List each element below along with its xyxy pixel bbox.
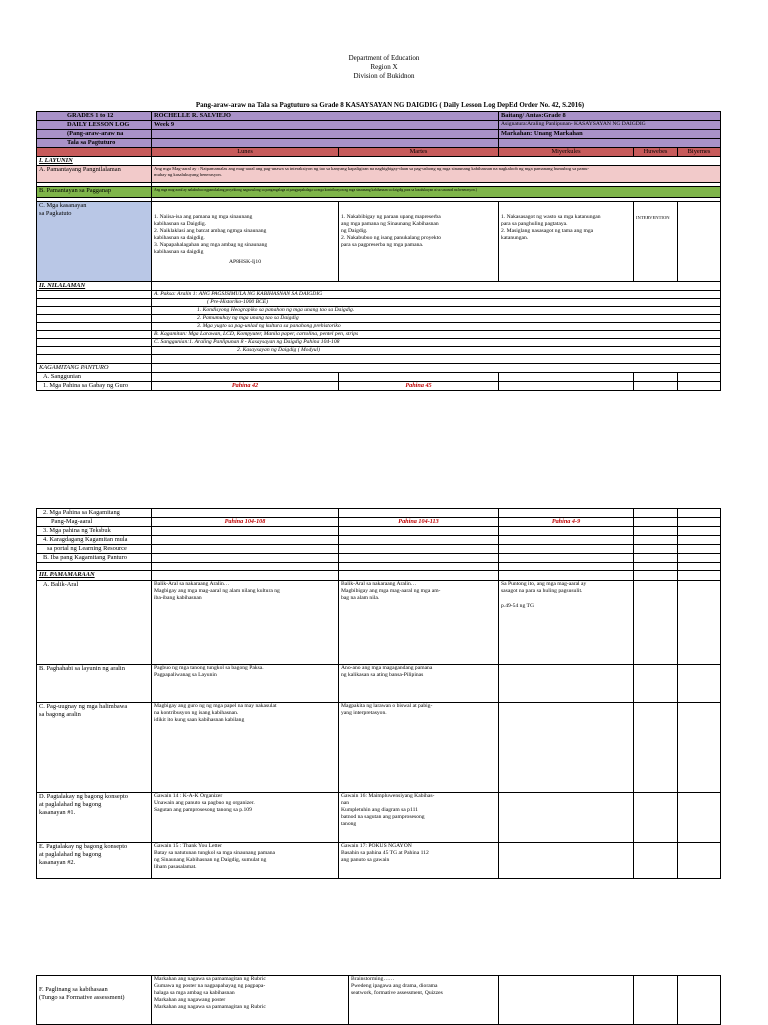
konsepto-1: 1. Kondisyong Heograpiko sa panahon ng mga unang tao sa Daigdig.: [152, 307, 721, 315]
paglinang-label: F. Paglinang sa kabihasaan (Tungo sa Formative assessment): [37, 976, 152, 1025]
kasanayan-label: C. Mga kasanayan sa Pagkatuto: [37, 202, 152, 282]
day-wednesday: Miyerkules: [499, 148, 634, 157]
balik-aral-wednesday-ref: p.49-54 ng TG: [501, 603, 534, 609]
pang-araw-label: (Pang-araw-araw na: [37, 130, 152, 139]
sanggunian-line: C. Sanggunian:1. Araling Panlipunan 8 - Kasaysayan ng Daigdig Pahina 104-108: [152, 339, 721, 347]
mag-aaral-wednesday: Pahina 4-9: [499, 518, 634, 527]
competency-code: AP8HSK-Ij10: [228, 259, 261, 265]
mag-aaral-tuesday: Pahina 104-113: [339, 518, 499, 527]
baitang-label: Baitang/ Antas:Grade 8: [499, 112, 721, 121]
modyul-line: 2. Kasaysayan ng Daigdig ( Modyul): [152, 347, 721, 355]
iba-pang-kagamitan-label: B. Iba pang Kagamitang Panturo: [37, 554, 152, 563]
markahan-label: Markahan: Unang Markahan: [499, 130, 721, 139]
gabay-guro-tuesday: Pahina 45: [339, 382, 499, 391]
kagamitang-panturo-heading: KAGAMITANG PANTURO: [37, 364, 152, 373]
teacher-name: ROCHELLE R. SALVIEJO: [152, 112, 499, 121]
tala-label: Tala sa Pagtuturo: [37, 139, 152, 148]
gabay-guro-label: 1. Mga Pahina sa Gabay ng Guro: [37, 382, 152, 391]
lesson-log-table-middle: [36, 508, 721, 879]
dll-label: DAILY LESSON LOG: [37, 121, 152, 130]
pagtalakay-2-label: E. Pagtalakay ng bagong konsepto at paglalahad ng bagong kasanayan #2.: [37, 843, 152, 879]
balik-aral-tuesday: Balik-Aral sa nakaraang Aralin… Magbibigay ang mga mag-aaral ng mga am- bag na alam nila.: [339, 581, 499, 665]
pamantayan-pagganap-text: Ang mga mag-aaral ay nakabubuo ngpanukalang proyektong nagsusulong sa pangangalaga at pangpapahalaga sa mga kontribusyon ng mga sinaunang kabihasnan sa daigdig para sa kasalukuyan at sa susunod na henerasyon.): [152, 187, 721, 198]
konsepto-3: 3. Mga yugto sa pag-unlad ng kultura sa panahong prehistoriko: [152, 323, 721, 331]
kasanayan-monday: 1. Naiisa-isa ang pamana ng mga sinaunang kabihasnan sa Daigdig. 2. Naiklaklasi ang batcat ambag ngmga sinaunang kabihasnan sa daigdig. 3. Napapahalagahan ang mga ambag ng sinaunang kabihasnan sa daigdig: [154, 214, 268, 255]
grades-label: GRADES 1 to 12: [37, 112, 152, 121]
kagamitang-mag-aaral-label-1: 2. Mga Pahina sa Kagamitang: [37, 509, 152, 518]
layunin-heading: I. LAYUNIN: [37, 157, 152, 166]
paghahabi-tuesday: Ano-ano ang mga magagandang pamana ng kalikasan sa ating bansa-Pilipinas: [339, 665, 499, 703]
pagtalakay-1-monday: Gawain 14 : K-A-K Organizer Unawain ang panuto sa pagbuo ng organizer. Sagutan ang pamprosesong tanong sa p.109: [152, 793, 339, 843]
pagtalakay-2-tuesday: Gawain 17: POKUS NGAYON Basahin sa pahina 45 TG at Pahina 112 ang panuto sa gawain: [339, 843, 499, 879]
day-thursday: Huwebes: [634, 148, 678, 157]
paksa-line: A. Paksa: Aralin 1: ANG PAGSISIMULA NG KABIHASNAN SA DAIGDIG: [152, 291, 721, 299]
dept-line: Department of Education: [348, 54, 420, 62]
pamantayang-pangnilalaman-text: Ang mga Mag-aaral ay : Naipamamalas ang mag-aaral ang pag-unawa sa interaksiyon ng tao sa kanyang kapaligiran na nagbigbigay-daan sa pag-usbong ng mga sinaunang kabihasnan na nagkaloob ng mga pamanang humubog sa pamu- muhay ng kasalukuyang henerasyon.: [152, 166, 721, 183]
karagdagang-label-2: sa portal ng Learning Resource: [37, 545, 152, 554]
balik-aral-monday: Balik-Aral sa nakaraang Aralin… Magbigay ang mga mag-aaral ng alam nilang kultura ng iba-ibang kabihasnan: [152, 581, 339, 665]
division-line: Division of Bukidnon: [353, 72, 415, 80]
paghahabi-label: B. Paghahabi sa layunin ng aralin: [37, 665, 152, 703]
pre-historiko-line: ( Pre-Historiko-1000 BCE): [152, 299, 721, 307]
pagtalakay-2-monday: Gawain 15 : Thank You Letter Batay sa natutunan tungkol sa mga sinaunang pamana ng Sinaunang Kabihasnan ng Daigdig, sumulat ng liham pasasalamat.: [152, 843, 339, 879]
day-monday: Lunes: [152, 148, 339, 157]
balik-aral-label: A. Balik-Aral: [37, 581, 152, 665]
kasanayan-thursday: INTERVENTION: [634, 202, 678, 282]
teksbuk-label: 3. Mga pahina ng Teksbuk: [37, 527, 152, 536]
day-tuesday: Martes: [339, 148, 499, 157]
pagtalakay-1-tuesday: Gawain 16: Maimpluwensiyang Kabihas- nan Kumpletuhin ang diagram sa p111 batnod na sagutan ang pamprosesong tanong: [339, 793, 499, 843]
pag-uugnay-monday: Magbigay ang guro ng ng mga papel na may nakasulat na kontribusyon ng isang kabihasnan. idikit ito kung saan kabihasnan kabilang: [152, 703, 339, 793]
week-label: Week 9: [152, 121, 499, 130]
paglinang-tuesday: Brainstorming…… Pwedeng ipagawa ang drama, diorama seatwork, formative assessment, Quizzes: [349, 976, 499, 1025]
asignatura-label: Asignatura:Araling Panlipunan- KASAYSAYAN NG DAIGDIG: [499, 121, 721, 130]
paglinang-monday: Markahan ang nagawa sa pamamagitan ng Rubric Gumawa ng poster na nagpapahayag ng pagpapa- halaga sa mga ambag sa kabihasnan Markahan ang nagawang poster Markahan ang nagawa sa pamamagitan ng Rubric: [152, 976, 349, 1025]
kasanayan-tuesday: 1. Nakabibigay ng paraan upang mapreserba ang mga pamana ng Sinaunang Kabihasnan ng Daigdig. 2. Nakabubuo ng isang panukalang proyekto para sa pagpreserba ng mga pamana.: [339, 202, 499, 282]
pagtalakay-1-label: D. Pagtalakay ng bagong konsepto at paglalahad ng bagong kasanayan #1.: [37, 793, 152, 843]
day-friday: Biyernes: [678, 148, 721, 157]
pamantayan-pagganap-label: B. Pamantayan sa Pagganap: [37, 187, 152, 198]
pamantayang-pangnilalaman-label: A. Pamantayang Pangnilalaman: [37, 166, 152, 183]
gabay-guro-monday: Pahina 42: [152, 382, 339, 391]
pag-uugnay-tuesday: Magpakita ng larawan o biswal at pabig- yang interpretasyon.: [339, 703, 499, 793]
lesson-log-table-bottom: [36, 975, 721, 1025]
konsepto-2: 2. Pamumuhay ng mga unang tao sa Daigdig: [152, 315, 721, 323]
lesson-log-table-top: [36, 111, 721, 391]
paghahabi-monday: Pagbuo ng mga tanong tungkol sa bagong Paksa. Pagpapaliwanag sa Layunin: [152, 665, 339, 703]
mag-aaral-monday: Pahina 104-108: [152, 518, 339, 527]
pag-uugnay-label: C. Pag-uugnay ng mga halimbawa sa bagong aralin: [37, 703, 152, 793]
kasanayan-wednesday: 1. Nakasasagot ng wasto sa mga katanungan para sa panghuling pagtataya. 2. Masiglang nasasagot ng tama ang mga katanungan.: [499, 202, 634, 282]
sanggunian-label: A. Sanggunian: [37, 373, 152, 382]
nilalaman-heading: II. NILALAMAN: [37, 282, 152, 291]
region-line: Region X: [370, 63, 398, 71]
kagamitan-line: B. Kagamitan: Mga Larawan, LCD, Kompyuter, Manila paper, cartolina, pentel pen, strips: [152, 331, 721, 339]
balik-aral-wednesday: Sa Puntong ito, ang mga mag-aaral ay sasagot na para sa huling pagsusulit.: [501, 581, 587, 594]
kagamitang-mag-aaral-label-2: Pang-Mag-aaral: [37, 518, 152, 527]
karagdagang-label-1: 4. Karagdagang Kagamitan mula: [37, 536, 152, 545]
pamamaraan-heading: III. PAMAMARAAN: [37, 571, 152, 581]
page-title: Pang-araw-araw na Tala sa Pagtuturo sa Grade 8 KASAYSAYAN NG DAIGDIG ( Daily Lesson Log DepEd Order No. 42, S.2016): [195, 101, 585, 109]
